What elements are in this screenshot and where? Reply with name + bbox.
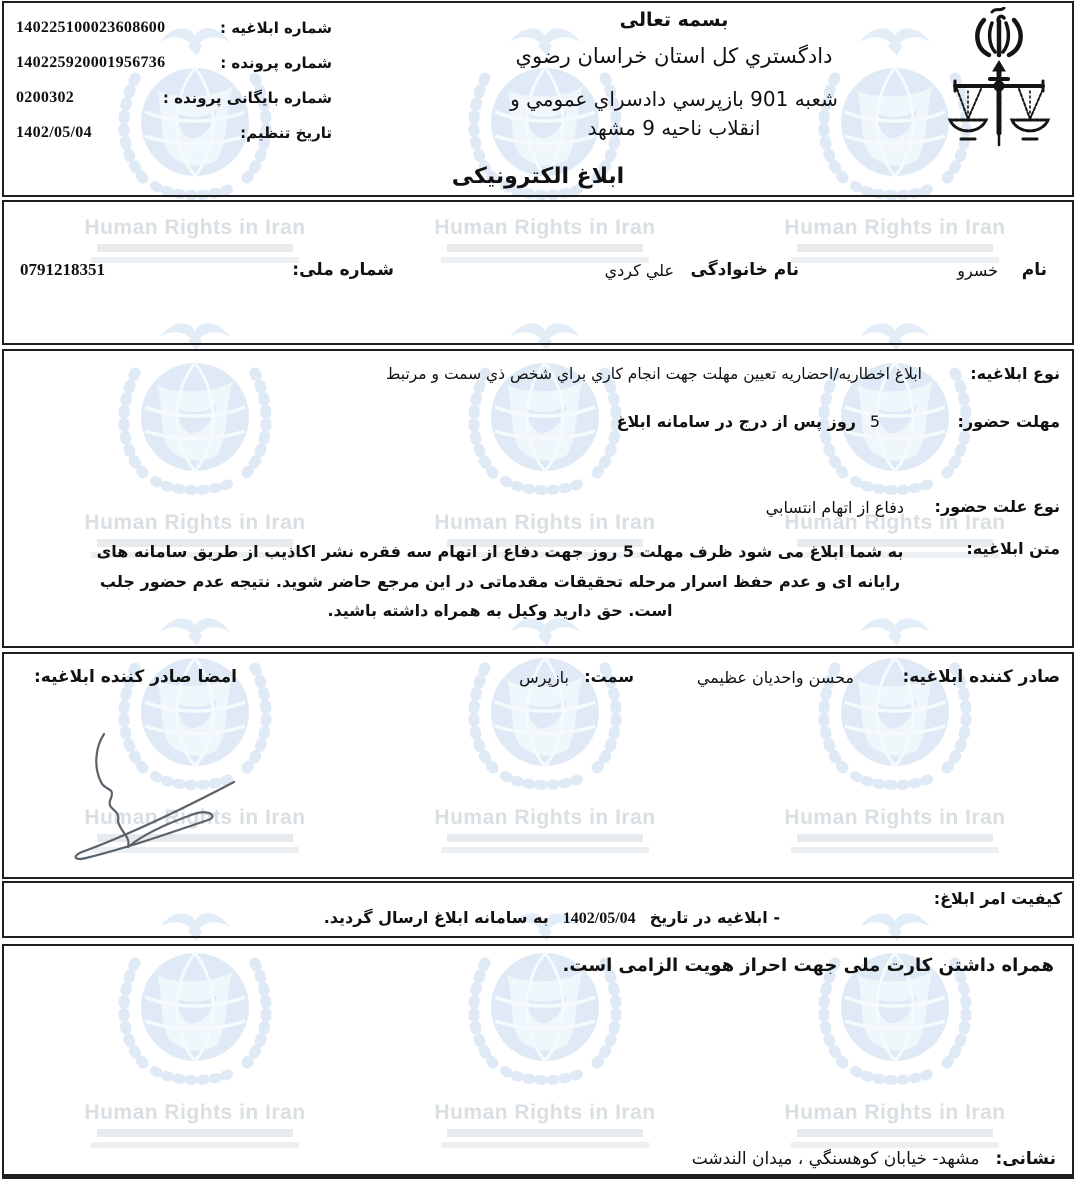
notice-type-label: نوع ابلاغیه: <box>970 364 1060 383</box>
watermark-text: Human Rights in Iran <box>84 1101 306 1124</box>
deadline-suffix: روز پس از درج در سامانه ابلاغ <box>616 412 856 431</box>
notice-body-text: به شما ابلاغ می شود ظرف مهلت 5 روز جهت دفاع از اتهام سه فقره نشر اکاذیب از طریق سامانه های رایانه ای و عدم حفظ اسرار مرحله تحقیقات مقدماتی در این مرجع حاضر شوید. نتیجه عدم حضور جلب است. حق دارید وکیل به همراه داشته باشید. <box>96 542 904 621</box>
document-title: ابلاغ الکترونیکی <box>451 164 625 189</box>
watermark-text: Human Rights in Iran <box>434 1101 656 1124</box>
watermark-text: Human Rights in Iran <box>434 216 656 239</box>
meta-row-issue-date <box>14 122 336 157</box>
quality-value-row <box>324 908 780 928</box>
sent-prefix: - ابلاغیه در تاریخ <box>649 908 780 927</box>
watermark-text: Human Rights in Iran <box>784 806 1006 829</box>
last-name-value: علي کردي <box>604 261 674 280</box>
judiciary-scales-of-justice-logo <box>946 7 1056 152</box>
person-section <box>2 200 1074 345</box>
district-line: انقلاب ناحيه 9 مشهد <box>587 116 761 140</box>
watermark-text: Human Rights in Iran <box>84 806 306 829</box>
watermark-text: Human Rights in Iran <box>784 1101 1006 1124</box>
national-card-note: همراه داشتن کارت ملی جهت احراز هویت الزامی است. <box>562 955 1054 976</box>
sent-date: 1402/05/04 <box>562 910 636 927</box>
watermark-text: Human Rights in Iran <box>84 511 306 534</box>
last-name-label: نام خانوادگی <box>690 260 799 280</box>
issuer-signature <box>56 728 256 873</box>
issuer-name-value: محسن واحدیان عظیمي <box>696 668 854 687</box>
meta-row-notification-number <box>14 17 336 52</box>
reason-label: نوع علت حضور: <box>934 497 1060 516</box>
header-titles <box>494 9 854 143</box>
issuer-section <box>2 652 1074 879</box>
document-meta <box>14 17 336 157</box>
position-value: بازپرس <box>519 668 569 687</box>
notice-section <box>2 349 1074 648</box>
national-id-label: شماره ملی: <box>292 260 394 280</box>
case-number-label: شماره پرونده : <box>220 54 332 72</box>
national-id-value: 0791218351 <box>20 260 105 279</box>
archive-number-value: 0200302 <box>16 89 75 106</box>
watermark-text: Human Rights in Iran <box>434 511 656 534</box>
watermark-text: Human Rights in Iran <box>784 216 1006 239</box>
issue-date-value: 1402/05/04 <box>16 124 92 141</box>
notification-number-label: شماره ابلاغيه : <box>219 19 332 37</box>
issue-date-label: تاریخ تنظیم: <box>240 124 332 142</box>
header-section <box>2 1 1074 197</box>
org-name-line1: دادگستري کل استان خراسان رضوي <box>515 44 833 68</box>
address-row <box>692 1149 1056 1169</box>
position-label: سمت: <box>584 667 634 686</box>
watermark-text: Human Rights in Iran <box>434 806 656 829</box>
deadline-days-value: 5 <box>869 412 880 431</box>
quality-label: کیفیت امر ابلاغ: <box>933 889 1062 908</box>
meta-row-case-number <box>14 52 336 87</box>
delivery-quality-section <box>2 881 1074 938</box>
reason-value: دفاع از اتهام انتسابي <box>765 498 904 517</box>
branch-line: شعبه 901 بازپرسي دادسراي عمومي و <box>510 87 838 111</box>
notice-body-label: متن ابلاغیه: <box>966 539 1060 558</box>
besmele-text: بسمه تعالی <box>619 9 729 31</box>
sent-suffix: به سامانه ابلاغ ارسال گردید. <box>323 908 549 927</box>
org-name-line2-3 <box>494 85 854 143</box>
notice-type-value: ابلاغ اخطاریه/احضاریه تعیین مهلت جهت انجام کاري براي شخص ذي سمت و مرتبط <box>386 365 922 383</box>
address-label: نشانی: <box>995 1149 1056 1169</box>
first-name-label: نام <box>1021 260 1047 280</box>
archive-number-label: شماره بایگانی پرونده : <box>162 89 332 107</box>
watermark-text: Human Rights in Iran <box>784 511 1006 534</box>
footer-section <box>2 944 1074 1179</box>
signature-label: امضا صادر کننده ابلاغیه: <box>34 667 237 687</box>
meta-row-archive-number <box>14 87 336 122</box>
first-name-value: خسرو <box>957 261 998 280</box>
address-value: مشهد- خیابان کوهسنگي ، میدان الندشت <box>691 1149 980 1169</box>
issuer-label: صادر کننده ابلاغیه: <box>902 667 1060 687</box>
case-number-value: 140225920001956736 <box>16 54 166 71</box>
deadline-label: مهلت حضور: <box>957 412 1060 431</box>
notification-number-value: 140225100023608600 <box>16 19 166 36</box>
watermark-text: Human Rights in Iran <box>84 216 306 239</box>
